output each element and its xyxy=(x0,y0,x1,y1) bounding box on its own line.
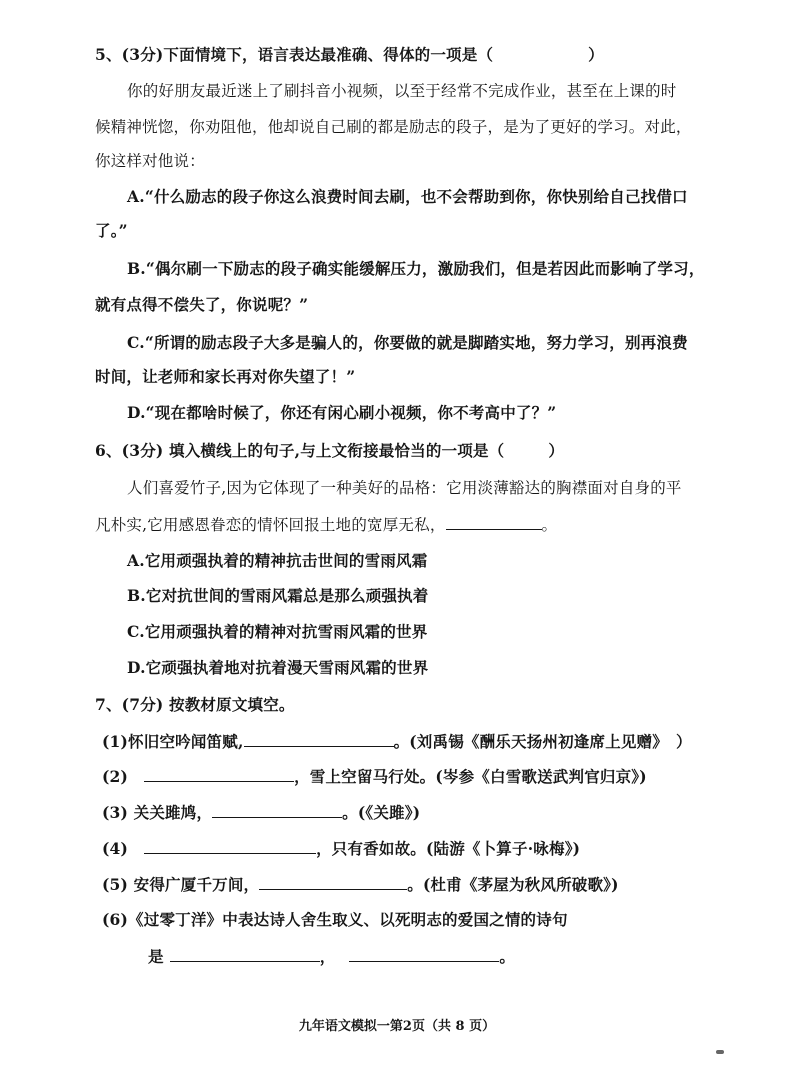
q7-item-6-line-1: (6)《过零丁洋》中表达诗人舍生取义、以死明志的爱国之情的诗句 xyxy=(102,910,568,929)
q7-item-6-blank-1[interactable] xyxy=(170,945,320,962)
q5-option-c-line-1: C.“所谓的励志段子大多是骗人的，你要做的就是脚踏实地，努力学习，别再浪费 xyxy=(127,333,688,352)
q7-item-6-blank-2[interactable] xyxy=(349,945,499,962)
q7-item-1-blank[interactable] xyxy=(244,730,394,747)
q5-stem: 5、(3分)下面情境下，语言表达最准确、得体的一项是（ ） xyxy=(95,45,604,64)
q5-context-line-3: 你这样对他说： xyxy=(95,152,205,170)
q6-option-a: A.它用顽强执着的精神抗击世间的雪雨风霜 xyxy=(127,551,428,570)
q5-option-a-line-1: A.“什么励志的段子你这么浪费时间去刷，也不会帮助到你，你快别给自己找借口 xyxy=(127,187,688,206)
q6-stem: 6、(3分) 填入横线上的句子,与上文衔接最恰当的一项是（ ） xyxy=(95,441,565,460)
q6-option-d: D.它顽强执着地对抗着漫天雪雨风霜的世界 xyxy=(127,658,429,677)
scan-speck xyxy=(716,1050,724,1054)
q6-context-line-2: 凡朴实,它用感恩眷恋的情怀回报土地的宽厚无私， 。 xyxy=(95,513,557,536)
q7-item-3-blank[interactable] xyxy=(212,801,342,818)
q5-option-b-line-2: 就有点得不偿失了，你说呢？” xyxy=(95,295,309,314)
q5-option-a-line-2: 了。” xyxy=(95,221,128,240)
q5-option-d: D.“现在都啥时候了，你还有闲心刷小视频，你不考高中了？” xyxy=(127,403,557,422)
q6-context-line-1: 人们喜爱竹子,因为它体现了一种美好的品格：它用淡薄豁达的胸襟面对自身的平 xyxy=(127,479,682,497)
q7-item-2: (2) ，雪上空留马行处。(岑参《白雪歌送武判官归京》) xyxy=(102,767,647,786)
q7-item-1: (1)怀旧空吟闻笛赋, 。(刘禹锡《酬乐天扬州初逢席上见赠》 ） xyxy=(102,732,692,751)
q7-item-6-line-2: 是 ， 。 xyxy=(148,947,516,966)
q7-item-2-blank[interactable] xyxy=(144,765,294,782)
q7-item-5: (5) 安得广厦千万间， 。(杜甫《茅屋为秋风所破歌》) xyxy=(102,875,619,894)
q6-option-c: C.它用顽强执着的精神对抗雪雨风霜的世界 xyxy=(127,622,428,641)
page-footer: 九年语文模拟一第2页（共 8 页） xyxy=(298,1019,496,1034)
q5-context-line-2: 候精神恍惚，你劝阻他，他却说自己刷的都是励志的段子，是为了更好的学习。对此， xyxy=(95,118,692,136)
q7-item-3: (3) 关关雎鸠， 。(《关雎》) xyxy=(102,803,421,822)
q7-item-4-blank[interactable] xyxy=(144,837,316,854)
q6-option-b: B.它对抗世间的雪雨风霜总是那么顽强执着 xyxy=(127,586,429,605)
q5-option-b-line-1: B.“偶尔刷一下励志的段子确实能缓解压力，激励我们，但是若因此而影响了学习， xyxy=(127,259,705,278)
q7-stem: 7、(7分) 按教材原文填空。 xyxy=(95,695,295,714)
q5-option-c-line-2: 时间，让老师和家长再对你失望了！” xyxy=(95,367,356,386)
q7-item-5-blank[interactable] xyxy=(259,873,407,890)
q7-item-4: (4) ，只有香如故。(陆游《卜算子·咏梅》) xyxy=(102,839,581,858)
q5-context-line-1: 你的好朋友最近迷上了刷抖音小视频，以至于经常不完成作业，甚至在上课的时 xyxy=(127,82,677,100)
q6-answer-blank[interactable] xyxy=(446,513,542,530)
